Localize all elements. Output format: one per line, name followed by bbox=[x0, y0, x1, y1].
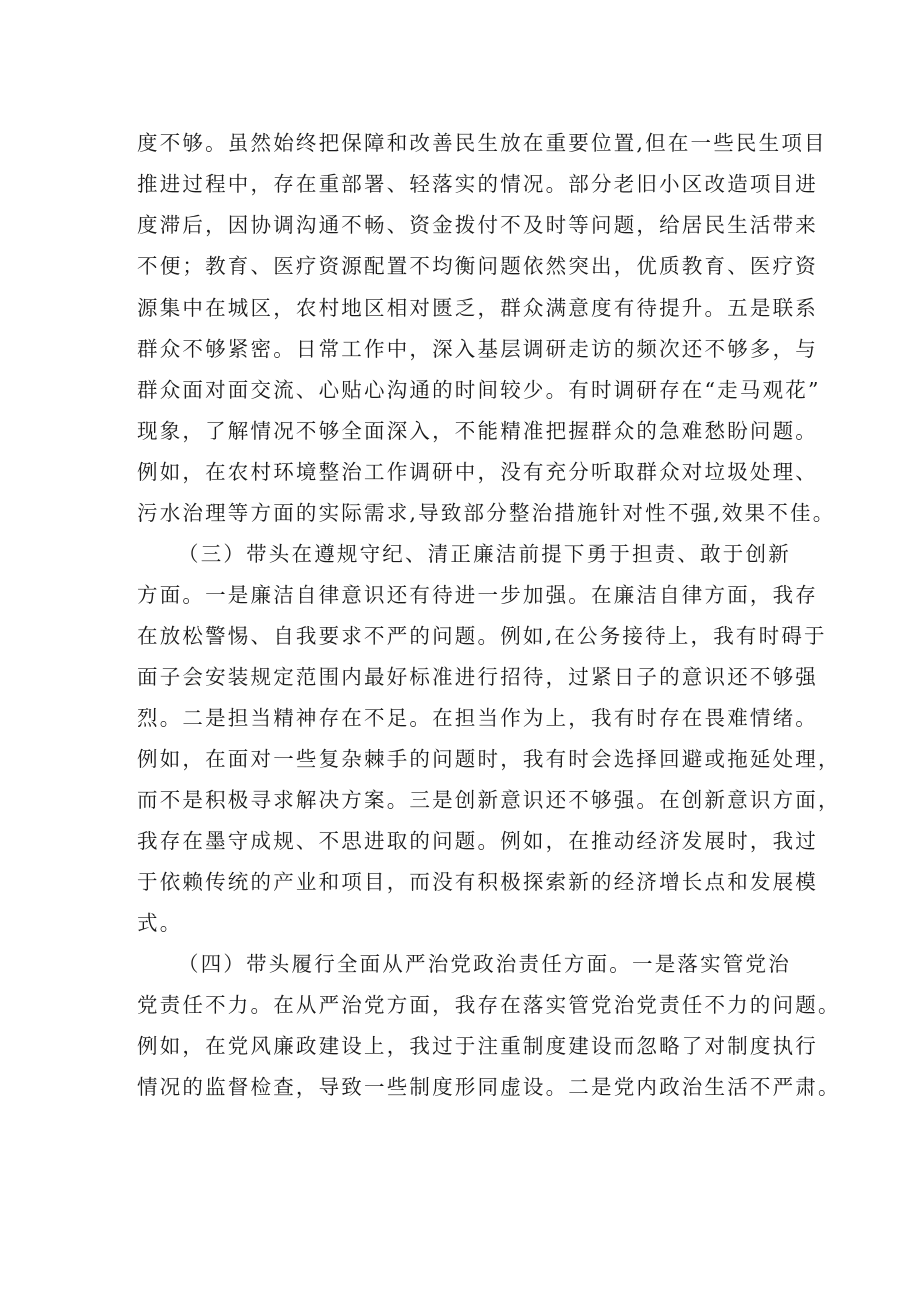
text-line: 在放松警惕、自我要求不严的问题。例如,在公务接待上，我有时碍于 bbox=[137, 624, 827, 648]
text-line: 党责任不力。在从严治党方面，我存在落实管党治党责任不力的问题。 bbox=[137, 993, 841, 1017]
text-line: 现象，了解情况不够全面深入，不能精准把握群众的急难愁盼问题。 bbox=[137, 419, 818, 443]
text-line: 方面。一是廉洁自律意识还有待进一步加强。在廉洁自律方面，我存 bbox=[137, 583, 818, 607]
text-line: 推进过程中，存在重部署、轻落实的情况。部分老旧小区改造项目进 bbox=[137, 172, 818, 196]
text-line: 例如，在党风廉政建设上，我过于注重制度建设而忽略了对制度执行 bbox=[137, 1034, 818, 1058]
text-line: 度不够。虽然始终把保障和改善民生放在重要位置,但在一些民生项目 bbox=[137, 131, 827, 155]
section-heading-3: （三）带头在遵规守纪、清正廉洁前提下勇于担责、敢于创新 bbox=[178, 542, 791, 566]
section-heading-4: （四）带头履行全面从严治党政治责任方面。一是落实管党治 bbox=[178, 952, 791, 976]
text-line: 源集中在城区，农村地区相对匮乏，群众满意度有待提升。五是联系 bbox=[137, 296, 818, 320]
text-line: 不便；教育、医疗资源配置不均衡问题依然突出，优质教育、医疗资 bbox=[137, 254, 818, 278]
text-line: 烈。二是担当精神存在不足。在担当作为上，我有时存在畏难情绪。 bbox=[137, 706, 818, 730]
text-line: 污水治理等方面的实际需求,导致部分整治措施针对性不强,效果不佳。 bbox=[137, 501, 836, 525]
text-line: 群众面对面交流、心贴心沟通的时间较少。有时调研存在“走马观花” bbox=[137, 378, 821, 402]
text-line: 情况的监督检查，导致一些制度形同虚设。二是党内政治生活不严肃。 bbox=[137, 1075, 841, 1099]
text-line: 面子会安装规定范围内最好标准进行招待，过紧日子的意识还不够强 bbox=[137, 665, 818, 689]
text-line: 例如，在面对一些复杂棘手的问题时，我有时会选择回避或拖延处理， bbox=[137, 747, 841, 771]
text-line: 我存在墨守成规、不思进取的问题。例如，在推动经济发展时，我过 bbox=[137, 829, 818, 853]
text-line: 群众不够紧密。日常工作中，深入基层调研走访的频次还不够多，与 bbox=[137, 337, 818, 361]
text-line: 于依赖传统的产业和项目，而没有积极探索新的经济增长点和发展模 bbox=[137, 870, 818, 894]
text-line: 度滞后，因协调沟通不畅、资金拨付不及时等问题，给居民生活带来 bbox=[137, 213, 818, 237]
text-line: 例如，在农村环境整治工作调研中，没有充分听取群众对垃圾处理、 bbox=[137, 460, 818, 484]
text-line: 而不是积极寻求解决方案。三是创新意识还不够强。在创新意识方面， bbox=[137, 788, 841, 812]
text-line: 式。 bbox=[137, 911, 183, 935]
